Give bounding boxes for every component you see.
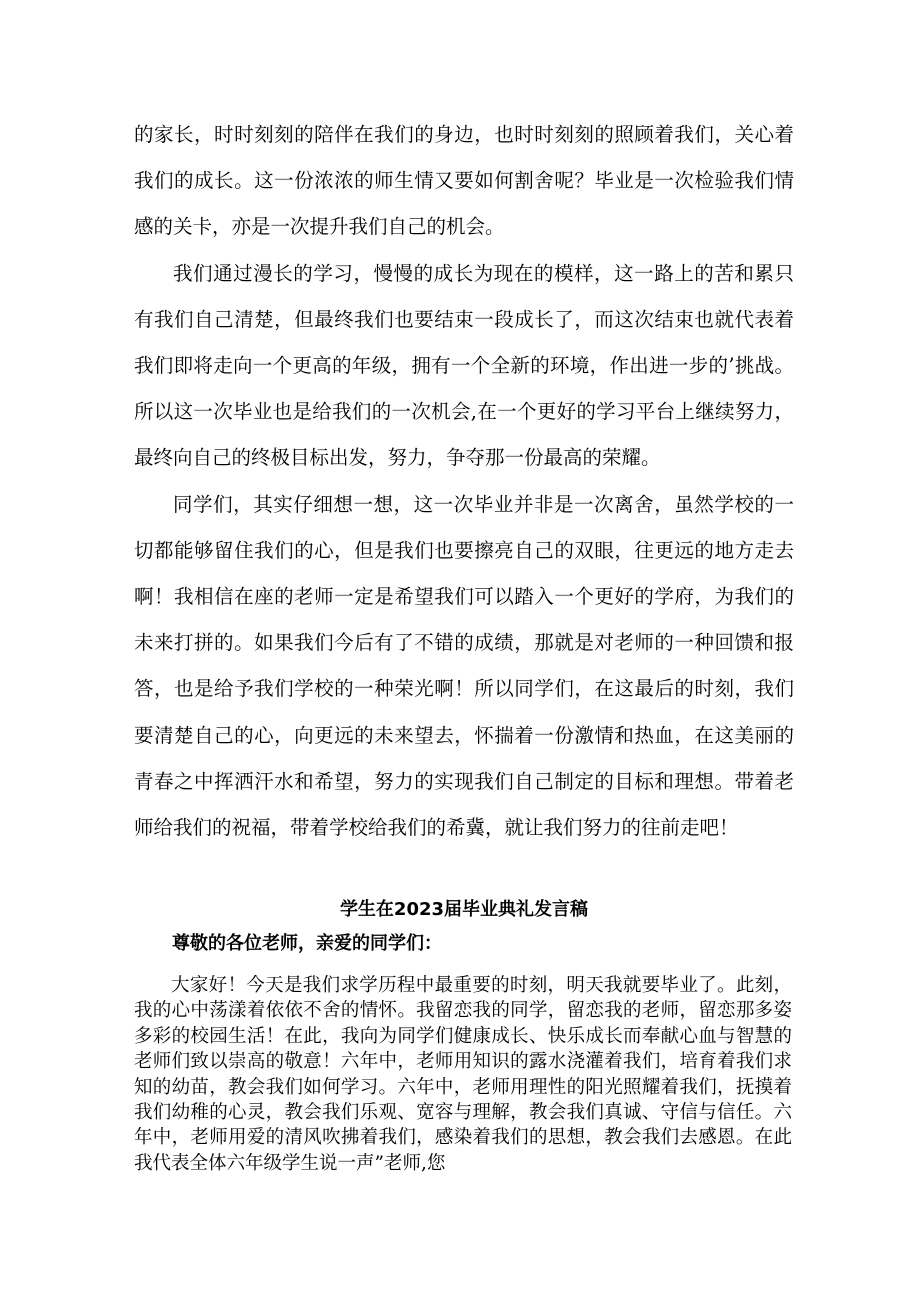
speech-body — [134, 973, 792, 1176]
speech-title: 学生在2023届毕业典礼发言稿 — [339, 899, 589, 920]
paragraph: 同学们，其实仔细想一想，这一次毕业并非是一次离舍，虽然学校的一切都能够留住我们的心，但是我们也要擦亮自己的双眼，往更远的地方走去啊！我相信在座的老师一定是希望我们可以踏入一个更好的学府，为我们的未来打拼的。如果我们今后有了不错的成绩，那就是对老师的一种回馈和报答，也是给予我们学校的一种荣光啊！所以同学们，在这最后的时刻，我们要清楚自己的心，向更远的未来望去，怀揣着一份激情和热血，在这美丽的青春之中挥洒汗水和希望，努力的实现我们自己制定的目标和理想。带着老师给我们的祝福，带着学校给我们的希冀，就让我们努力的往前走吧！ — [134, 492, 794, 840]
paragraph: 我们通过漫长的学习，慢慢的成长为现在的模样，这一路上的苦和累只有我们自己清楚，但最终我们也要结束一段成长了，而这次结束也就代表着我们即将走向一个更高的年级，拥有一个全新的环境，作出进一步的’挑战。所以这一次毕业也是给我们的一次机会,在一个更好的学习平台上继续努力，最终向自己的终极目标出发，努力，争夺那一份最高的荣耀。 — [134, 261, 794, 470]
salutation: 尊敬的各位老师，亲爱的同学们： — [172, 933, 442, 954]
paragraph: 的家长，时时刻刻的陪伴在我们的身边，也时时刻刻的照顾着我们，关心着我们的成长。这一份浓浓的师生情又要如何割舍呢？毕业是一次检验我们情感的关卡，亦是一次提升我们自己的机会。 — [134, 123, 794, 239]
paragraph: 大家好！今天是我们求学历程中最重要的时刻，明天我就要毕业了。此刻，我的心中荡漾着依依不舍的情怀。我留恋我的同学，留恋我的老师，留恋那多姿多彩的校园生活！在此，我向为同学们健康成长、快乐成长而奉献心血与智慧的老师们致以崇高的敬意！六年中，老师用知识的露水浇灌着我们，培育着我们求知的幼苗，教会我们如何学习。六年中，老师用理性的阳光照耀着我们，抚摸着我们幼稚的心灵，教会我们乐观、宽容与理解，教会我们真诚、守信与信任。六年中，老师用爱的清风吹拂着我们，感染着我们的思想，教会我们去感恩。在此我代表全体六年级学生说一声”老师,您 — [134, 975, 792, 1174]
previous-speech-body — [134, 112, 794, 851]
